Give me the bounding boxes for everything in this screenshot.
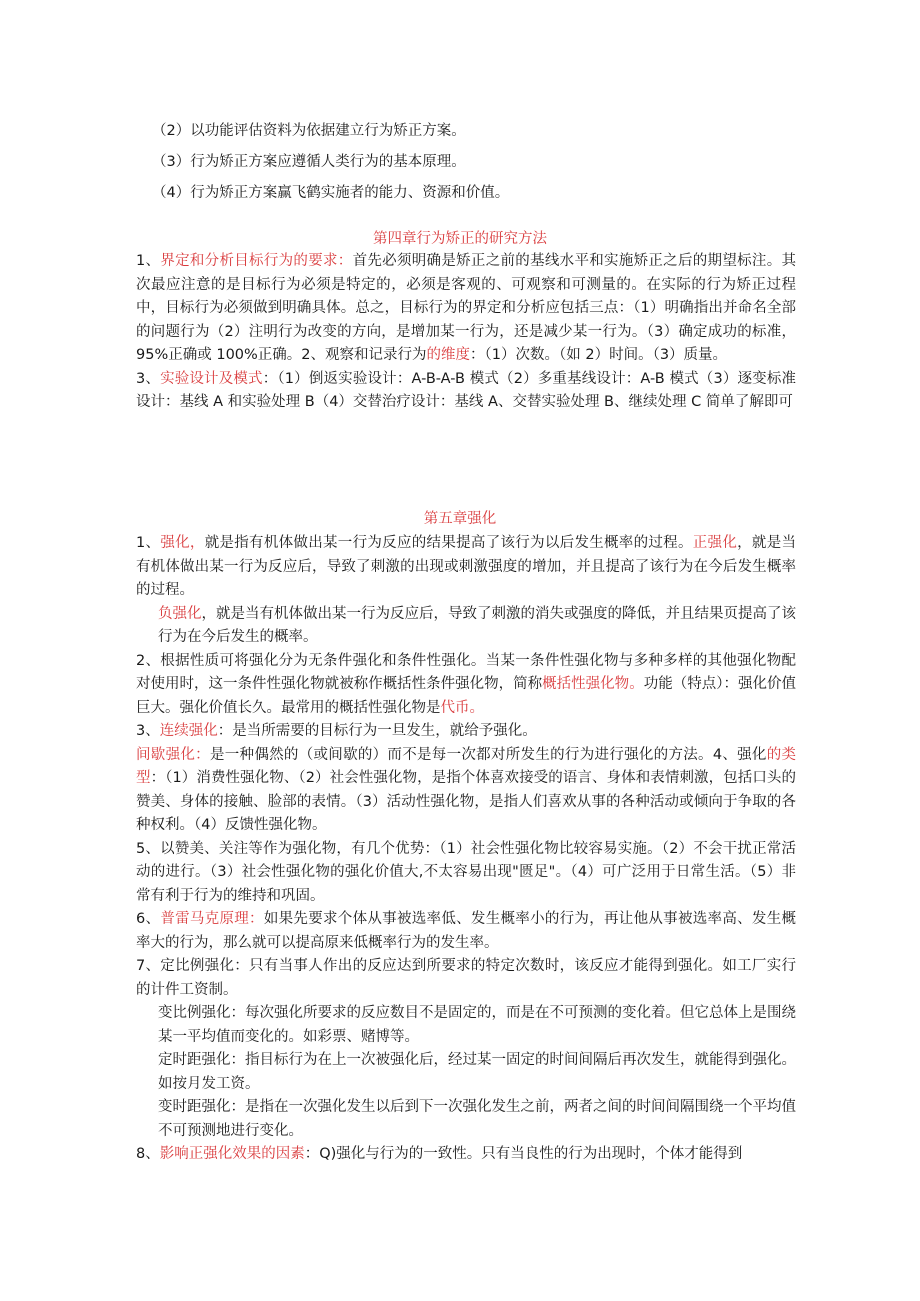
ch4-paragraph-3: 3、实验设计及模式：（1）倒返实验设计：A-B-A-B 模式（2）多重基线设计：A-B 模式（3）逐变标准设计：基线 A 和实验处理 B（4）交替治疗设计：基线 A、交替实验处理 B、继续处理 C 简单了解即可	[136, 370, 796, 410]
term-highlight: 普雷马克原理：	[160, 911, 264, 927]
ch5-paragraph-1: 1、强化，就是指有机体做出某一行为反应的结果提高了该行为以后发生概率的过程。正强化，就是当有机体做出某一行为反应后，导致了刺激的出现或刺激强度的增加，并且提高了该行为在今后发生概率的过程。	[136, 535, 797, 598]
term-highlight: 负强化	[158, 605, 202, 622]
ch5-paragraph-7d: 变时距强化：是指在一次强化发生以后到下一次强化发生之前，两者之间的时间间隔围绕一个平均值不可预测地进行变化。	[158, 1099, 796, 1139]
list-item: （3）行为矫正方案应遵循人类行为的基本原理。	[152, 154, 466, 170]
term-highlight: 界定和分析目标行为的要求：	[160, 253, 353, 269]
intro-list	[152, 116, 792, 209]
term-highlight: 间歇强化：	[136, 746, 210, 763]
ch5-paragraph-2: 2、根据性质可将强化分为无条件强化和条件性强化。当某一条件性强化物与多种多样的其他强化物配对使用时，这一条件性强化物就被称作概括性条件强化物，简称概括性强化物。功能（特点）：强化价值巨大。强化价值长久。最常用的概括性强化物是代币。	[136, 652, 797, 716]
ch5-paragraph-7: 7、定比例强化：只有当事人作出的反应达到所要求的特定次数时，该反应才能得到强化。如工厂实行的计件工资制。	[136, 958, 796, 998]
term-highlight: 强化，	[160, 535, 205, 551]
term-highlight: 影响正强化效果的因素	[159, 1146, 305, 1162]
list-item: （2）以功能评估资料为依据建立行为矫正方案。	[152, 123, 466, 139]
term-highlight: 概括性强化物。	[542, 676, 644, 692]
ch5-paragraph-3: 3、连续强化：是当所需要的目标行为一旦发生，就给予强化。	[136, 723, 537, 739]
term-highlight: 的维度	[426, 347, 471, 363]
ch5-paragraph-6: 6、普雷马克原理：如果先要求个体从事被选率低、发生概率小的行为，再让他从事被选率高、发生概率大的行为，那么就可以提高原来低概率行为的发生率。	[136, 911, 796, 951]
ch5-paragraph-1b: 负强化，就是当有机体做出某一行为反应后，导致了刺激的消失或强度的降低，并且结果页提高了该行为在今后发生的概率。	[158, 605, 796, 645]
ch5-paragraph-7c: 定时距强化：指目标行为在上一次被强化后，经过某一固定的时间间隔后再次发生，就能得到强化。如按月发工资。	[158, 1052, 796, 1092]
ch5-paragraph-7b: 变比例强化：每次强化所要求的反应数目不是固定的，而是在不可预测的变化着。但它总体上是围绕某一平均值而变化的。如彩票、赌博等。	[158, 1005, 796, 1045]
chapter4-title: 第四章行为矫正的研究方法	[373, 231, 547, 247]
chapter5-title: 第五章强化	[423, 511, 497, 527]
ch5-paragraph-8: 8、影响正强化效果的因素：Q)强化与行为的一致性。只有当良性的行为出现时，个体才能得到	[136, 1146, 743, 1162]
ch4-paragraph-1: 1、界定和分析目标行为的要求：首先必须明确是矫正之前的基线水平和实施矫正之后的期望标注。其次最应注意的是目标行为必须是特定的，必须是客观的、可观察和可测量的。在实际的行为矫正过程中，目标行为必须做到明确具体。总之，目标行为的界定和分析应包括三点：（1）明确指出并命名全部的问题行为（2）注明行为改变的方向，是增加某一行为，还是减少某一行为。（3）确定成功的标准，95%正确或 100%正确。2、观察和记录行为的维度：（1）次数。（如 2）时间。（3）质量。	[136, 253, 797, 363]
chapter4-body	[136, 250, 796, 415]
ch5-paragraph-3b: 间歇强化：是一种偶然的（或间歇的）而不是每一次都对所发生的行为进行强化的方法。4、强化的类型：（1）消费性强化物、（2）社会性强化物，是指个体喜欢接受的语言、身体和表情刺激，包括口头的赞美、身体的接触、脸部的表情。（3）活动性强化物，是指人们喜欢从事的各种活动或倾向于争取的各种权利。（4）反馈性强化物。	[136, 746, 796, 833]
ch5-paragraph-5: 5、以赞美、关注等作为强化物，有几个优势：（1）社会性强化物比较容易实施。（2）不会干扰正常活动的进行。（3）社会性强化物的强化价值大,不太容易出现"匮足"。（4）可广泛用于日常生活。（5）非常有利于行为的维持和巩固。	[136, 840, 796, 904]
term-highlight: 的类型	[136, 746, 796, 786]
term-highlight: 实验设计及模式	[160, 370, 263, 387]
term-highlight: 连续强化	[159, 723, 218, 739]
term-highlight: 正强化	[692, 535, 738, 551]
term-highlight: 代币。	[440, 699, 484, 716]
list-item: （4）行为矫正方案赢飞鹤实施者的能力、资源和价值。	[152, 185, 510, 201]
chapter5-body	[136, 532, 796, 1167]
